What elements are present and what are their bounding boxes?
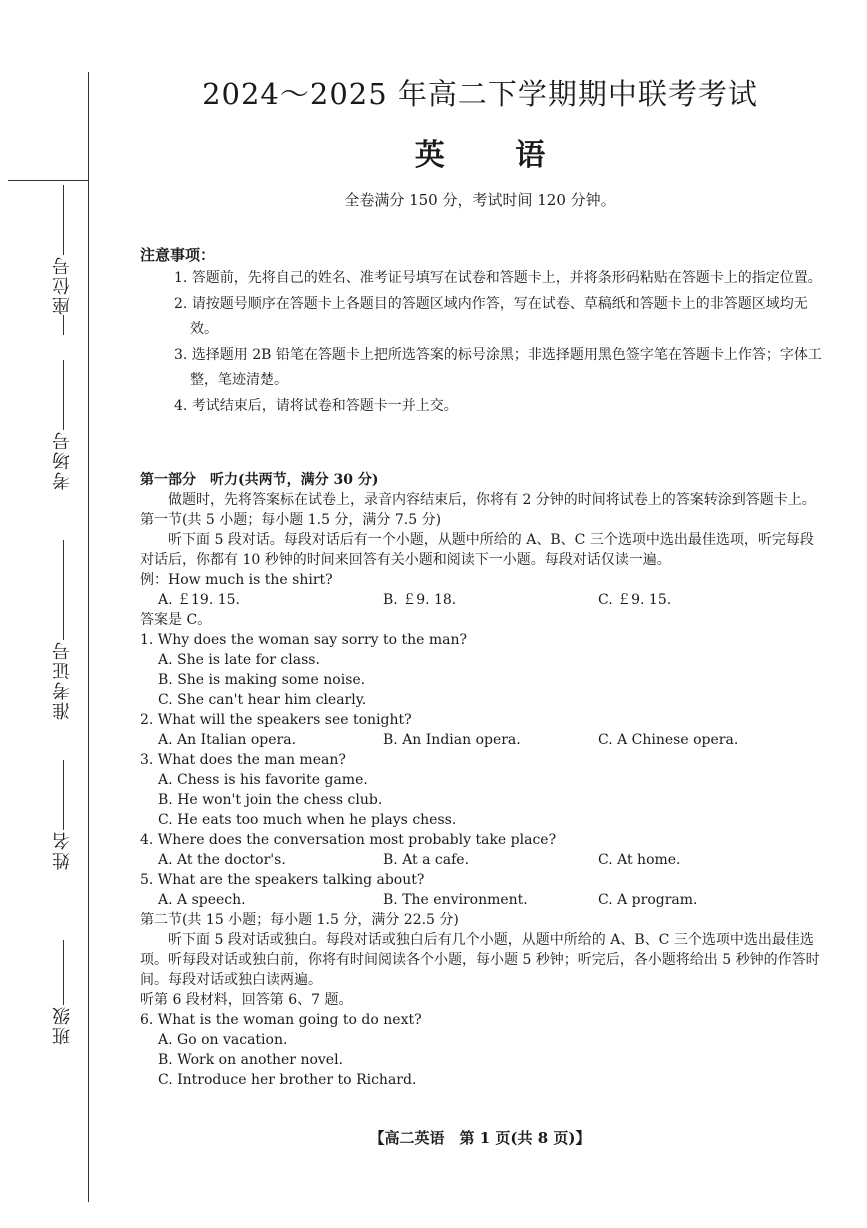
option-b: B. She is making some noise. (158, 672, 366, 688)
option-a: A. An Italian opera. (158, 732, 297, 748)
binding-label-seat: 座位号 (52, 255, 73, 315)
binding-margin (0, 0, 110, 1228)
question-5: 5. What are the speakers talking about? (140, 872, 425, 888)
notice-list (174, 266, 822, 419)
question-2-options (140, 730, 825, 750)
section2-heading: 第二节(共 15 小题；每小题 1.5 分，满分 22.5 分) (140, 912, 459, 928)
question-2: 2. What will the speakers see tonight? (140, 712, 412, 728)
score-note: 全卷满分 150 分，考试时间 120 分钟。 (344, 191, 616, 209)
example-answer: 答案是 C。 (140, 612, 212, 628)
binding-field-ticket (48, 540, 78, 720)
option-b: B. Work on another novel. (158, 1052, 344, 1068)
example-options (140, 590, 825, 610)
part1-intro: 做题时，先将答案标在试卷上，录音内容结束后，你将有 2 分钟的时间将试卷上的答案转涂到答题卡上。 (168, 492, 816, 508)
notice-item: 2. 请按题号顺序在答题卡上各题目的答题区域内作答，写在试卷、草稿纸和答题卡上的非答题区域均无效。 (174, 295, 808, 337)
subject-char-2: 语 (515, 138, 546, 173)
exam-title: 2024～2025 年高二下学期期中联考考试 (202, 77, 758, 111)
option-c: C. ￡9. 15. (598, 592, 672, 608)
option-a: A. Go on vacation. (158, 1032, 288, 1048)
binding-vertical-line (88, 72, 89, 1202)
example-question: 例：How much is the shirt? (140, 572, 333, 588)
option-b: B. An Indian opera. (383, 732, 521, 748)
option-c: C. A Chinese opera. (598, 732, 739, 748)
binding-label-name: 姓名 (52, 830, 73, 870)
option-a: A. Chess is his favorite game. (158, 772, 368, 788)
option-c: C. He eats too much when he plays chess. (158, 812, 457, 828)
question-1: 1. Why does the woman say sorry to the man? (140, 632, 468, 648)
option-c: C. A program. (598, 892, 698, 908)
option-c: C. She can't hear him clearly. (158, 692, 367, 708)
section1-heading: 第一节(共 5 小题；每小题 1.5 分，满分 7.5 分) (140, 512, 442, 528)
part1-heading: 第一部分 听力(共两节，满分 30 分) (140, 472, 379, 488)
subject-char-1: 英 (414, 138, 445, 173)
option-c: C. At home. (598, 852, 681, 868)
question-3: 3. What does the man mean? (140, 752, 346, 768)
notice-heading: 注意事项： (140, 246, 216, 264)
binding-top-tick (8, 180, 88, 181)
option-c: C. Introduce her brother to Richard. (158, 1072, 417, 1088)
option-b: B. ￡9. 18. (383, 592, 457, 608)
binding-label-class: 班级 (52, 1005, 73, 1045)
notice-item: 4. 考试结束后，请将试卷和答题卡一并上交。 (174, 397, 458, 414)
option-b: B. He won't join the chess club. (158, 792, 383, 808)
binding-label-ticket: 准考证号 (52, 640, 73, 720)
binding-field-name (48, 760, 78, 870)
option-a: A. She is late for class. (158, 652, 320, 668)
option-a: A. A speech. (158, 892, 246, 908)
option-a: A. ￡19. 15. (158, 592, 240, 608)
material-6-note: 听第 6 段材料，回答第 6、7 题。 (140, 992, 353, 1008)
option-b: B. The environment. (383, 892, 528, 908)
notice-item: 1. 答题前，先将自己的姓名、准考证号填写在试卷和答题卡上，并将条形码粘贴在答题卡上的指定位置。 (174, 270, 822, 286)
page-footer: 【高二英语 第 1 页(共 8 页)】 (369, 1129, 591, 1147)
section1-intro: 听下面 5 段对话。每段对话后有一个小题，从题中所给的 A、B、C 三个选项中选出最佳选项，听完每段对话后，你都有 10 秒钟的时间来回答有关小题和阅读下一小题。每段对话仅读一遍。 (140, 532, 814, 568)
option-a: A. At the doctor's. (158, 852, 286, 868)
binding-label-room: 考场号 (52, 430, 73, 490)
question-4-options (140, 850, 825, 870)
question-5-options (140, 890, 825, 910)
question-4: 4. Where does the conversation most probably take place? (140, 832, 557, 848)
exam-subject (140, 130, 820, 174)
section2-intro: 听下面 5 段对话或独白。每段对话或独白后有几个小题，从题中所给的 A、B、C 三个选项中选出最佳选项。听每段对话或独白前，你将有时间阅读各个小题，每小题 5 秒钟；听完后，各小题将给出 5 秒钟的作答时间。每段对话或独白读两遍。 (140, 932, 820, 988)
question-6: 6. What is the woman going to do next? (140, 1012, 422, 1028)
listening-part (140, 470, 825, 1090)
binding-field-room (48, 360, 78, 490)
binding-field-seat (48, 185, 78, 335)
option-b: B. At a cafe. (383, 852, 470, 868)
notice-item: 3. 选择题用 2B 铅笔在答题卡上把所选答案的标号涂黑；非选择题用黑色签字笔在答题卡上作答；字体工整，笔迹清楚。 (174, 346, 822, 388)
binding-field-class (48, 940, 78, 1045)
